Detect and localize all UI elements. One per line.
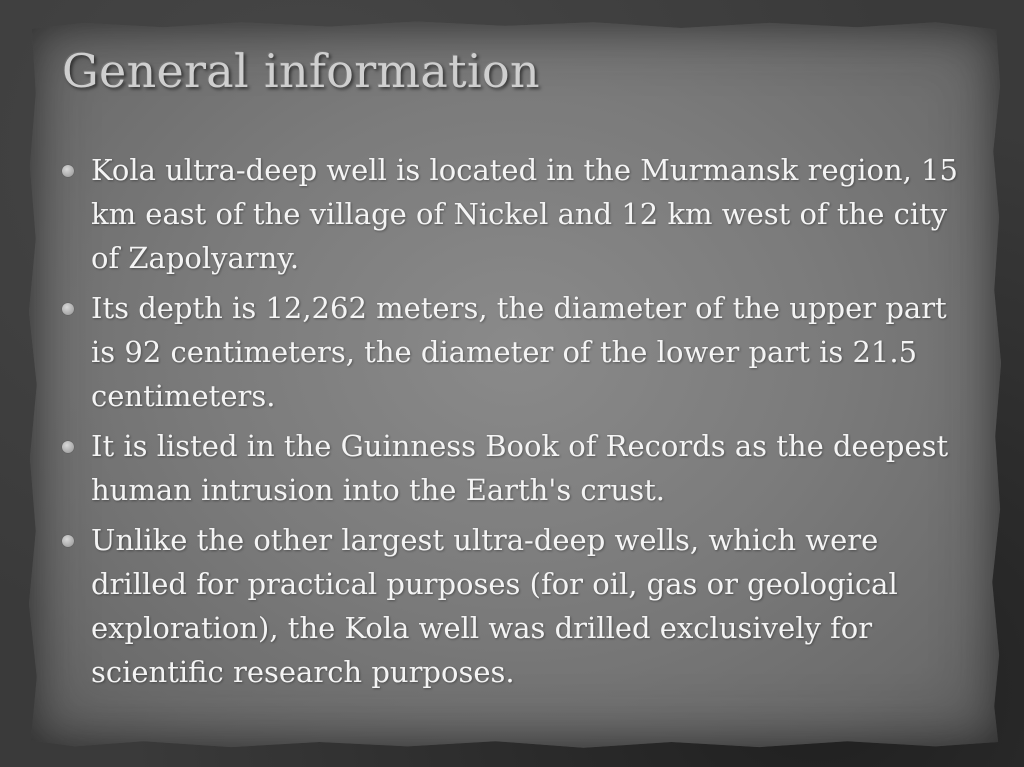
bullet-item: [62, 518, 972, 694]
bullet-text: Kola ultra-deep well is located in the Murmansk region, 15 km east of the village of Nickel and 12 km west of the city of Zapolyarny.: [91, 153, 958, 275]
bullet-dot-icon: [62, 165, 74, 177]
bullet-dot-icon: [62, 535, 74, 547]
bullet-list: [62, 148, 972, 700]
bullet-dot-icon: [62, 303, 74, 315]
bullet-item: [62, 424, 972, 512]
bullet-text: Its depth is 12,262 meters, the diameter of the upper part is 92 centimeters, the diameter of the lower part is 21.5 centimeters.: [91, 291, 947, 413]
bullet-item: [62, 148, 972, 280]
bullet-item: [62, 286, 972, 418]
slide-title: General information: [62, 44, 540, 98]
bullet-dot-icon: [62, 441, 74, 453]
bullet-text: Unlike the other largest ultra-deep wells, which were drilled for practical purposes (for oil, gas or geological exploration), the Kola well was drilled exclusively for scientific research purposes.: [91, 523, 898, 689]
bullet-text: It is listed in the Guinness Book of Records as the deepest human intrusion into the Earth's crust.: [91, 429, 949, 507]
